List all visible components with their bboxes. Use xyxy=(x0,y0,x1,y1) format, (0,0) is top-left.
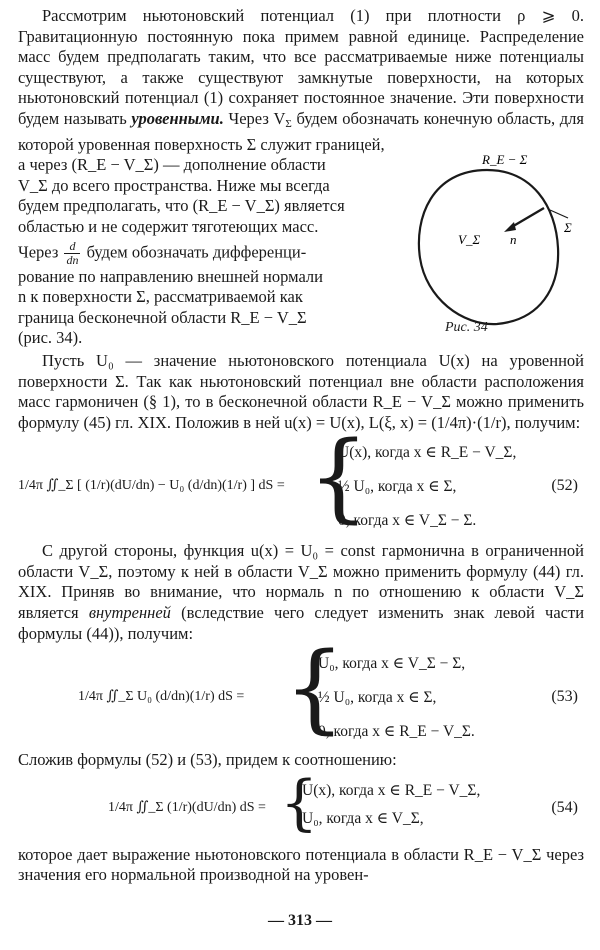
line: n к поверхности Σ, рассматриваемой как xyxy=(18,287,303,307)
line: V_Σ до всего пространства. Ниже мы всегда xyxy=(18,175,330,195)
equation-52 xyxy=(18,421,584,537)
equation-number: (53) xyxy=(551,688,578,706)
paragraph-conclusion: которое дает выражение ньютоновского потенциала в области R_E − V_Σ через значения его нормальной производной на уровен- xyxy=(18,844,584,885)
figure-caption: Рис. 34 xyxy=(445,320,488,335)
equation-53-lhs: 1/4π ∬_Σ U₀ (d/dn)(1/r) dS = xyxy=(78,689,245,705)
brace-icon: { xyxy=(280,767,319,838)
paragraph-bounded-region: С другой стороны, функция u(x) = U₀ = const гармонична в ограниченной области V_Σ, поэтому к ней в области V_Σ можно применить формулу (44) гл. XIX. Приняв во внимание, что нормаль n по отношению к области V_Σ является внутренней (вследствие чего следует изменить знак левой части формулы (44)), получим: xyxy=(18,541,585,643)
equation-54 xyxy=(18,767,584,841)
paragraph-summation: Сложив формулы (52) и (53), придем к соотношению: xyxy=(18,750,397,770)
figure-34 xyxy=(392,148,582,344)
line: областью и не содержит тяготеющих масс. xyxy=(18,216,319,236)
paragraph-normal-derivative: Через $\frac{d}{dn}$ будем обозначать дифференци- рование по направлению внешней нормали n к поверхности Σ, рассматриваемой как граница бесконечной области R_E − V_Σ (рис. 34). xyxy=(18,240,390,349)
line: а через (R_E − V_Σ) — дополнение области xyxy=(18,155,326,175)
page-number: — 313 — xyxy=(268,912,332,929)
term-level-surfaces: уровенными. xyxy=(131,108,224,128)
surface-sigma-curve xyxy=(419,170,558,324)
brace-icon: { xyxy=(284,632,346,745)
equation-number: (52) xyxy=(551,477,578,495)
arrow-head-icon xyxy=(504,222,516,232)
paragraph-intro: Рассмотрим ньютоновский потенциал (1) при плотности ρ ⩾ 0. Гравитационную постоянную пока примем равной единице. Распределение масс будем предполагать таким, что все рассматриваемые ниже потенциалы существуют, а также существуют замкнутые поверхности, на которых ньютоновский потенциал (1) сохраняет постоянное значение. Эти поверхности будем называть уровенными. Через $V_\Sigma$ будем обозначать конечную область, для которой уровенная поверхность Σ служит границей, xyxy=(18,6,585,154)
paragraph-potential: Пусть U₀ — значение ньютоновского потенциала U(x) на уровенной поверхности Σ. Так как ньютоновский потенциал вне области расположения масс гармоничен (§ 1), то в бесконечной области R_E − V_Σ можно применить формулу (45) гл. XIX. Положив в ней u(x) = U(x), L(ξ, x) = (1/4π)·(1/r), получим: xyxy=(18,350,584,432)
case-line: ½ U₀, когда x ∈ Σ, xyxy=(318,689,437,707)
case-line: 0, когда x ∈ R_E − V_Σ. xyxy=(318,723,475,741)
brace-icon: { xyxy=(308,421,370,534)
line: граница бесконечной области R_E − V_Σ xyxy=(18,307,307,327)
normal-arrow xyxy=(510,208,544,228)
page-body xyxy=(18,6,584,886)
case-line: ½ U₀, когда x ∈ Σ, xyxy=(338,478,457,496)
label-surface: Σ xyxy=(564,220,572,235)
equation-number: (54) xyxy=(551,798,578,816)
paragraph-complement xyxy=(18,155,390,237)
line: будем предполагать, что (R_E − V_Σ) является xyxy=(18,196,345,216)
equation-54-lhs: 1/4π ∬_Σ (1/r)(dU/dn) dS = xyxy=(108,799,266,815)
case-line: U(x), когда x ∈ R_E − V_Σ, xyxy=(338,444,517,462)
case-line: U₀, когда x ∈ V_Σ − Σ, xyxy=(318,655,466,673)
line: рование по направлению внешней нормали xyxy=(18,266,323,286)
label-normal: n xyxy=(510,232,517,247)
equation-53 xyxy=(18,632,584,746)
fraction-d-dn: $\frac{d}{dn}$ xyxy=(66,238,79,267)
label-outer-region: R_E − Σ xyxy=(482,152,528,167)
label-inner-region: V_Σ xyxy=(458,232,481,247)
term-internal: внутренней xyxy=(88,603,171,623)
line: (рис. 34). xyxy=(18,328,83,348)
case-line: 0, когда x ∈ V_Σ − Σ. xyxy=(338,512,477,530)
case-line: U(x), когда x ∈ R_E − V_Σ, xyxy=(302,781,481,799)
equation-52-lhs: 1/4π ∬_Σ [ (1/r)(dU/dn) − U₀ (d/dn)(1/r) ] dS = xyxy=(18,478,285,494)
case-line: U₀, когда x ∈ V_Σ, xyxy=(302,809,424,827)
